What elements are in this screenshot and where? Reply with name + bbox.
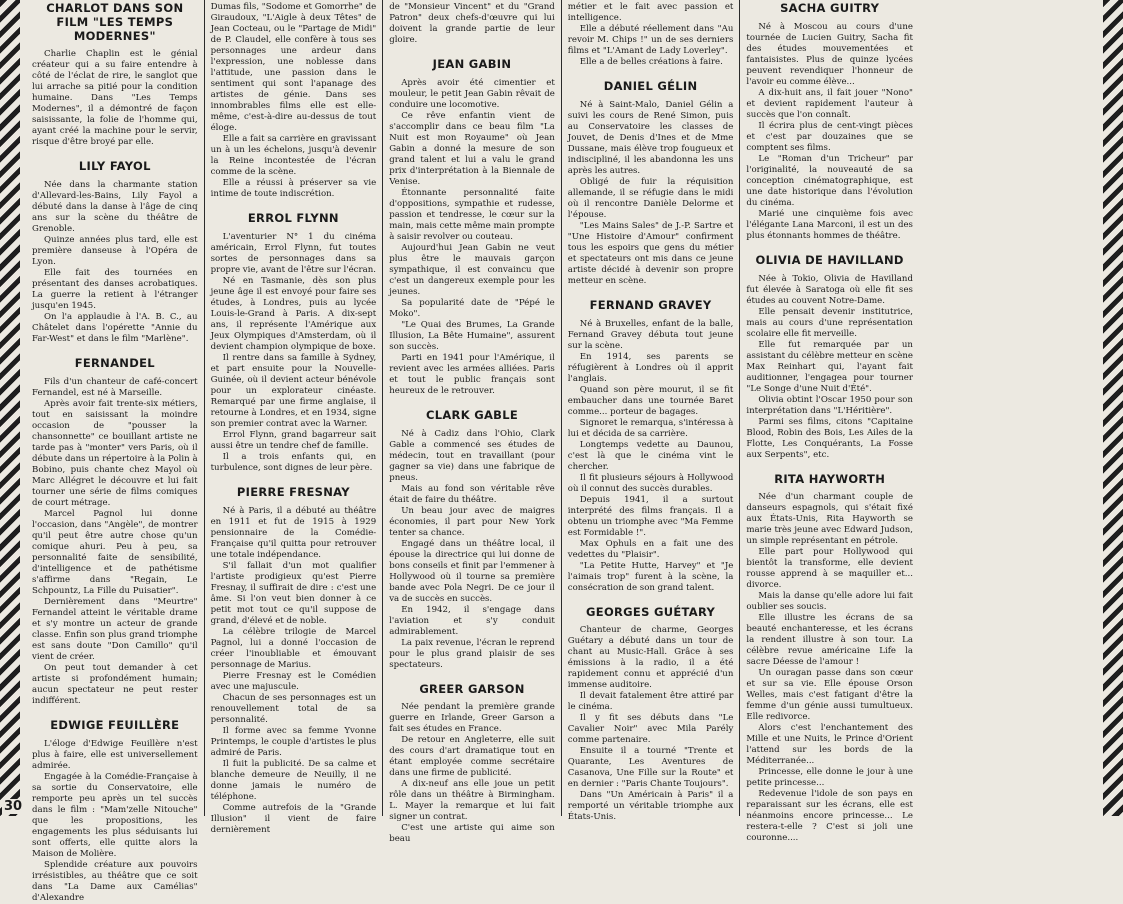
column-1 xyxy=(26,0,205,903)
paragraph: Elle illustre les écrans de sa beauté enchanteresse, et les écrans la rendent illustre à son tour. La célèbre revue américaine Life la sacre Déesse de l'amour ! xyxy=(746,613,913,668)
section-title: FERNAND GRAVEY xyxy=(589,297,712,312)
paragraph: Né à Paris, il a débuté au théâtre en 1911 et fut de 1915 à 1929 pensionnaire de la Comédie-Française qu'il quitta pour retrouver une totale indépendance. xyxy=(210,505,377,560)
paragraph: Ensuite il a tourné "Trente et Quarante, Les Aventures de Casanova, Une Fille sur la Route" et en dernier : "Paris Chante Toujours". xyxy=(567,746,734,790)
section-title: ERROL FLYNN xyxy=(247,211,339,225)
paragraph: Quand son père mourut, il se fit embaucher dans une tournée Baret comme... porteur de bagages. xyxy=(567,384,734,417)
paragraph: S'il fallait d'un mot qualifier l'artiste prodigieux qu'est Pierre Fresnay, il suffirait de dire : c'est une âme. Si l'on veut bien donner à ce petit mot tout ce qu'il suppose de grand, d'élevé et de noble. xyxy=(210,560,377,626)
paragraph: Mais au fond son véritable rêve était de faire du théâtre. xyxy=(389,483,555,505)
paragraph: Il écrira plus de cent-vingt pièces et c'est par douzaines que se comptent ses films. xyxy=(746,120,913,153)
paragraph: Après avoir été cimentier et mouleur, le petit Jean Gabin rêvait de conduire une locomotive. xyxy=(389,77,555,110)
paragraph: La paix revenue, l'écran le reprend pour le plus grand plaisir de ses spectateurs. xyxy=(389,637,555,670)
paragraph: "La Petite Hutte, Harvey" et "Je l'aimais trop" furent à la scène, la consécration de son grand talent. xyxy=(567,560,734,593)
paragraph: Marcel Pagnol lui donne l'occasion, dans "Angèle", de montrer qu'il peut être autre chose qu'un comique ahuri. Peu à peu, sa personnalité faite de sensibilité, d'intelligence et de pathétisme s'affirme dans "Regain, Le Schpountz, La Fille du Puisatier". xyxy=(32,508,198,596)
paragraph: Elle a de belles créations à faire. xyxy=(579,57,723,67)
paragraph: Elle a débuté réellement dans "Au revoir M. Chips !" un de ses derniers films et "L'Amant de Lady Loverley". xyxy=(567,24,734,56)
paragraph: Alors c'est l'enchantement des Mille et une Nuits, le Prince d'Orient l'attend sur les bords de la Méditerranée... xyxy=(746,723,913,767)
section-title: PIERRE FRESNAY xyxy=(236,484,350,499)
paragraph: En 1942, il s'engage dans l'aviation et s'y conduit admirablement. xyxy=(389,604,555,637)
paragraph: métier et le fait avec passion et intelligence. xyxy=(567,2,734,23)
paragraph: A dix-huit ans, il fait jouer "Nono" et devient rapidement l'auteur à succès que l'on connaît. xyxy=(746,87,913,120)
column-4 xyxy=(562,0,741,823)
paragraph: L'éloge d'Edwige Feuillère n'est plus à faire, elle est universellement admirée. xyxy=(32,738,198,771)
paragraph: Né en Tasmanie, dès son plus jeune âge il est envoyé pour faire ses études, à Londres, puis au lycée Louis-le-Grand à Paris. A dix-sept ans, il représente l'Amérique aux Jeux Olympiques d'Amsterdam, où il devient champion olympique de boxe. xyxy=(210,275,377,352)
paragraph: Fils d'un chanteur de café-concert Fernandel, est né à Marseille. xyxy=(32,376,198,398)
paragraph: Depuis 1941, il a surtout interprété des films français. Il a obtenu un triomphe avec "Ma Femme est Formidable !". xyxy=(567,494,734,538)
paragraph: Max Ophuls en a fait une des vedettes du "Plaisir". xyxy=(567,538,734,560)
paragraph: Quinze années plus tard, elle est première danseuse à l'Opéra de Lyon. xyxy=(32,235,198,268)
paragraph: Errol Flynn, grand bagarreur sait aussi être un tendre chef de famille. xyxy=(210,429,377,451)
paragraph: Chanteur de charme, Georges Guétary a débuté dans un tour de chant au Music-Hall. Grâce à ses émissions à la radio, il a été rapidement connu et apprécié d'un immense auditoire. xyxy=(567,625,734,691)
section-title: FERNANDEL xyxy=(74,356,155,371)
section-title: RITA HAYWORTH xyxy=(774,471,886,486)
paragraph: Pierre Fresnay est le Comédien avec une majuscule. xyxy=(210,670,377,692)
paragraph: Obligé de fuir la réquisition allemande, il se réfugie dans le midi où il rencontre Danièle Delorme et l'épouse. xyxy=(567,176,734,220)
paragraph: Dernièrement dans "Meurtre" Fernandel atteint le véritable drame et s'y montre un acteur de grande classe. Enfin son plus grand triomphe est sans doute "Don Camillo" qu'il vient de créer. xyxy=(32,596,198,662)
paragraph: On peut tout demander à cet artiste si profondément humain; aucun spectateur ne peut rester indifférent. xyxy=(32,662,198,706)
section-title: JEAN GABIN xyxy=(432,57,512,71)
section-title: SACHA GUITRY xyxy=(780,1,880,15)
paragraph: Elle a fait sa carrière en gravissant un à un les échelons, jusqu'à devenir la Reine incontestée de l'écran comme de la scène. xyxy=(210,134,377,177)
paragraph: Olivia obtint l'Oscar 1950 pour son interprétation dans "L'Héritière". xyxy=(746,394,913,416)
paragraph: Un ouragan passe dans son cœur et sur sa vie. Elle épouse Orson Welles, mais c'est fatigant d'être la femme d'un génie aussi tumultueux. Elle redivorce. xyxy=(746,668,913,723)
paragraph: Splendide créature aux pouvoirs irrésistibles, au théâtre que ce soit dans "La Dame aux Camélias" d'Alexandre xyxy=(32,859,198,903)
paragraph: Ce rêve enfantin vient de s'accomplir dans ce beau film "La Nuit est mon Royaume" où Jean Gabin a donné la mesure de son grand talent et lui a valu le grand prix d'interprétation à la Biennale de Venise. xyxy=(389,110,555,187)
paragraph: C'est une artiste qui aime son beau xyxy=(389,823,555,845)
paragraph: Née dans la charmante station d'Allevard-les-Bains, Lily Fayol a débuté dans la danse à l'âge de cinq ans sur la scène du théâtre de Grenoble. xyxy=(32,180,198,235)
paragraph: Il fuit la publicité. De sa calme et blanche demeure de Neuilly, il ne donne jamais le numéro de téléphone. xyxy=(210,758,377,802)
paragraph: Née à Tokio, Olivia de Havilland fut élevée à Saratoga où elle fit ses études au couvent Notre-Dame. xyxy=(746,273,913,306)
paragraph: Il devait fatalement être attiré par le cinéma. xyxy=(567,691,734,713)
paragraph: Née pendant la première grande guerre en Irlande, Greer Garson a fait ses études en France. xyxy=(389,702,555,735)
paragraph: Signoret le remarqua, s'intéressa à lui et décida de sa carrière. xyxy=(567,417,734,439)
page-number: 30 xyxy=(4,799,23,814)
paragraph: Longtemps vedette au Daunou, c'est là que le cinéma vint le chercher. xyxy=(567,439,734,472)
section-title: OLIVIA DE HAVILLAND xyxy=(755,252,904,267)
paragraph: De retour en Angleterre, elle suit des cours d'art dramatique tout en étant employée comme secrétaire dans une firme de publicité. xyxy=(389,735,555,779)
section-title: EDWIGE FEUILLÈRE xyxy=(50,717,180,732)
paragraph: Né à Saint-Malo, Daniel Gélin a suivi les cours de René Simon, puis au Conservatoire les classes de Jouvet, de Denis d'Ines et de Mme Dussane, mais élève trop fougueux et indiscipliné, il les abandonna les uns après les autres. xyxy=(567,99,734,176)
paragraph: Elle fut remarquée par un assistant du célèbre metteur en scène Max Reinhart qui, l'ayant fait auditionner, l'engagea pour tourner "Le Songe d'une Nuit d'Été". xyxy=(746,339,913,394)
paragraph: L'aventurier N° 1 du cinéma américain, Errol Flynn, fut toutes sortes de personnages dans sa propre vie, avant de l'être sur l'écran. xyxy=(210,231,377,275)
column-3 xyxy=(383,0,562,845)
paragraph: Redevenue l'idole de son pays en reparaissant sur les écrans, elle est néanmoins encore princesse... Le restera-t-elle ? C'est si joli une couronne.... xyxy=(746,789,913,844)
paragraph: Il forme avec sa femme Yvonne Printemps, le couple d'artistes le plus admiré de Paris. xyxy=(210,725,377,758)
decorative-border-right xyxy=(1103,0,1123,816)
paragraph: Parti en 1941 pour l'Amérique, il revient avec les armées alliées. Paris et tout le public français sont heureux de le retrouver. xyxy=(389,352,555,396)
section-title: GEORGES GUÉTARY xyxy=(586,604,716,619)
paragraph: Engagée à la Comédie-Française à sa sortie du Conservatoire, elle remporte peu après un tel succès dans le film : "Mam'zelle Nitouche" que les propositions, les engagements les plus séduisants lui sont offerts, elle quitte alors la Maison de Molière. xyxy=(32,771,198,859)
paragraph: Dans "Un Américain à Paris" il a remporté un véritable triomphe aux États-Unis. xyxy=(567,790,734,823)
paragraph: Après avoir fait trente-six métiers, tout en saisissant la moindre occasion de "pousser la chansonnette" ce bouillant artiste ne tarde pas à "monter" vers Paris, où il débute dans un répertoire à la Polin à Bobino, puis chante chez Mayol où Marc Allégret le découvre et lui fait tourner une série de films comiques de court métrage. xyxy=(32,398,198,508)
paragraph: Né à Bruxelles, enfant de la balle, Fernand Gravey débuta tout jeune sur la scène. xyxy=(567,318,734,351)
paragraph: En 1914, ses parents se réfugièrent à Londres où il apprit l'anglais. xyxy=(567,351,734,384)
paragraph: Il fit plusieurs séjours à Hollywood où il connut des succès durables. xyxy=(567,472,734,494)
paragraph: Le "Roman d'un Tricheur" par l'originalité, la nouveauté de sa conception cinématographique, est une date historique dans l'évolution du cinéma. xyxy=(746,153,913,208)
paragraph: Née d'un charmant couple de danseurs espagnols, qui s'était fixé aux États-Unis, Rita Hayworth se marie très jeune avec Edward Judson, un simple représentant en pétrole. xyxy=(746,492,913,547)
paragraph: "Les Mains Sales" de J.-P. Sartre et "Une Histoire d'Amour" confirment tous les espoirs que gens du métier et spectateurs ont mis dans ce jeune artiste décidé à devenir son propre metteur en scène. xyxy=(567,220,734,286)
paragraph: Elle fait des tournées en présentant des danses acrobatiques. La guerre la retient à l'étranger jusqu'en 1945. xyxy=(32,268,198,312)
paragraph: Il a trois enfants qui, en turbulence, sont dignes de leur père. xyxy=(210,451,377,473)
paragraph: Princesse, elle donne le jour à une petite princesse... xyxy=(746,767,913,789)
paragraph: Mais la danse qu'elle adore lui fait oublier ses soucis. xyxy=(746,591,913,613)
paragraph: Charlie Chaplin est le génial créateur qui a su faire entendre à côté de l'éclat de rire, le sanglot que lui arrache sa pitié pour la condition humaine. Dans "Les Temps Modernes", il a démontré de façon saisissante, la folie de l'homme qui, ayant créé la machine pour le servir, risque d'être broyé par elle. xyxy=(32,49,198,148)
paragraph: On l'a applaudie à l'A. B. C., au Châtelet dans l'opérette "Annie du Far-West" et dans le film "Marlène". xyxy=(32,312,198,345)
paragraph: Étonnante personnalité faite d'oppositions, sympathie et rudesse, passion et tendresse, le cœur sur la main, mais cette même main prompte à saisir revolver ou couteau. xyxy=(389,187,555,242)
paragraph: Il rentre dans sa famille à Sydney, et part ensuite pour la Nouvelle-Guinée, où il devient acteur bénévole pour un explorateur cinéaste. Remarqué par une firme anglaise, il retourne à Londres, et en 1934, signe son premier contrat avec la Warner. xyxy=(210,352,377,429)
paragraph: Il y fit ses débuts dans "Le Cavalier Noir" avec Mila Parély comme partenaire. xyxy=(567,713,734,746)
paragraph: Elle part pour Hollywood qui bientôt la transforme, elle devient rousse apprend à se maquiller et... divorce. xyxy=(746,547,913,591)
paragraph: Aujourd'hui Jean Gabin ne veut plus être le mauvais garçon sympathique, il est convaincu que c'est un dangereux exemple pour les jeunes. xyxy=(389,242,555,297)
article-columns xyxy=(26,0,1098,903)
paragraph: Elle a réussi à préserver sa vie intime de toute indiscrétion. xyxy=(210,178,377,199)
paragraph: La célèbre trilogie de Marcel Pagnol, lui a donné l'occasion de créer l'inoubliable et émouvant personnage de Marius. xyxy=(210,626,377,670)
paragraph: de "Monsieur Vincent" et du "Grand Patron" deux chefs-d'œuvre qui lui doivent la grande partie de leur gloire. xyxy=(389,2,555,45)
paragraph: Marié une cinquième fois avec l'élégante Lana Marconi, il est un des plus étonnants hommes de théâtre. xyxy=(746,208,913,241)
section-title: GREER GARSON xyxy=(419,681,525,696)
section-title: CLARK GABLE xyxy=(425,407,518,422)
paragraph: Dumas fils, "Sodome et Gomorrhe" de Giraudoux, "L'Aigle à deux Têtes" de Jean Cocteau, ou le "Partage de Midi" de P. Claudel, elle confère à tous ses personnages une ardeur dans l'expression, une noblesse dans l'attitude, une passion dans le sentiment qui sont l'apanage des artistes de génie. Dans ses innombrables films elle est elle-même, c'est-à-dire au-dessus de tout éloge. xyxy=(210,2,377,133)
paragraph: Né à Cadiz dans l'Ohio, Clark Gable a commencé ses études de médecin, tout en travaillant (pour gagner sa vie) dans une fabrique de pneus. xyxy=(389,428,555,483)
paragraph: Elle pensait devenir institutrice, mais au cours d'une représentation scolaire elle fit merveille. xyxy=(746,306,913,339)
section-title: LILY FAYOL xyxy=(78,159,151,174)
paragraph: Chacun de ses personnages est un renouvellement total de sa personnalité. xyxy=(210,692,377,725)
section-title: DANIEL GÉLIN xyxy=(603,79,698,93)
section-title: CHARLOT DANS SON FILM "LES TEMPS MODERNES" xyxy=(46,1,184,43)
paragraph: Né à Moscou au cours d'une tournée de Lucien Guitry, Sacha fit des études mouvementées et fantaisistes. Plus de quinze lycées peuvent revendiquer l'honneur de l'avoir eu comme élève... xyxy=(746,21,913,87)
column-2 xyxy=(205,0,384,835)
paragraph: Engagé dans un théâtre local, il épouse la directrice qui lui donne de bons conseils et finit par l'emmener à Hollywood où il tourne sa première bande avec Pola Negri. De ce jour il va de succès en succès. xyxy=(389,538,555,604)
paragraph: Un beau jour avec de maigres économies, il part pour New York tenter sa chance. xyxy=(389,505,555,538)
paragraph: Comme autrefois de la "Grande Illusion" il vient de faire dernièrement xyxy=(210,802,377,835)
paragraph: Parmi ses films, citons "Capitaine Blood, Robin des Bois, Les Ailes de la Flotte, Les Conquérants, La Fosse aux Serpents", etc. xyxy=(746,416,913,460)
column-5 xyxy=(740,0,919,844)
paragraph: A dix-neuf ans elle joue un petit rôle dans un théâtre à Birmingham. L. Mayer la remarque et lui fait signer un contrat. xyxy=(389,779,555,823)
paragraph: "Le Quai des Brumes, La Grande Illusion, La Bête Humaine", assurent son succès. xyxy=(389,319,555,352)
decorative-border-left xyxy=(0,0,20,816)
paragraph: Sa popularité date de "Pépé le Moko". xyxy=(389,297,555,319)
